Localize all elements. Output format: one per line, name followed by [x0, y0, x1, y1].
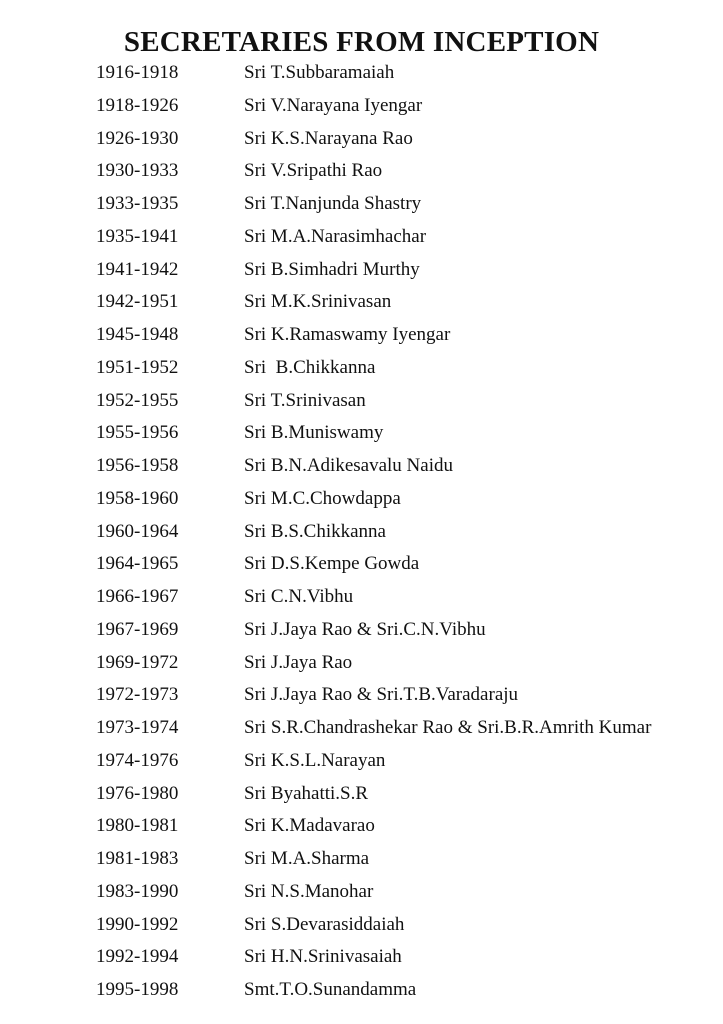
list-item: [0, 879, 723, 912]
list-item: [0, 453, 723, 486]
secretary-name: Sri B.Simhadri Murthy: [244, 258, 420, 280]
secretary-name: Sri S.Devarasiddaiah: [244, 913, 405, 935]
list-item: [0, 912, 723, 945]
term-period: 1980-1981: [96, 815, 179, 837]
term-period: 1952-1955: [96, 389, 179, 411]
secretary-name: Sri N.S.Manohar: [244, 880, 374, 902]
term-period: 1983-1990: [96, 880, 179, 902]
secretary-name: Sri Byahatti.S.R: [244, 782, 369, 804]
term-period: 1973-1974: [96, 717, 179, 738]
term-period: 1945-1948: [96, 324, 179, 345]
term-period: 1995-1998: [96, 979, 179, 1000]
list-item: [0, 781, 723, 814]
secretary-name: Sri V.Narayana Iyengar: [244, 94, 423, 116]
list-item: [0, 388, 723, 421]
secretary-name: Sri H.N.Srinivasaiah: [244, 946, 402, 968]
secretary-list: [0, 60, 723, 1010]
term-period: 1918-1926: [96, 94, 179, 116]
term-period: 1951-1952: [96, 356, 179, 378]
secretary-name: Sri B.S.Chikkanna: [244, 520, 386, 542]
term-period: 1990-1992: [96, 913, 179, 935]
list-item: [0, 224, 723, 257]
secretary-name: Sri M.C.Chowdappa: [244, 487, 401, 509]
secretary-name: Sri S.R.Chandrashekar Rao & Sri.B.R.Amrith Kumar: [244, 717, 652, 738]
list-item: [0, 584, 723, 617]
list-item: [0, 93, 723, 126]
list-item: [0, 355, 723, 388]
list-item: [0, 715, 723, 748]
list-item: [0, 551, 723, 584]
list-item: [0, 158, 723, 191]
secretary-name: Sri T.Subbaramaiah: [244, 62, 395, 83]
list-item: [0, 60, 723, 93]
secretary-name: Sri D.S.Kempe Gowda: [244, 553, 420, 575]
secretary-name: Sri C.N.Vibhu: [244, 586, 354, 607]
list-item: [0, 126, 723, 159]
secretary-name: Sri M.A.Sharma: [244, 848, 370, 869]
term-period: 1964-1965: [96, 553, 179, 575]
secretary-name: Sri J.Jaya Rao: [244, 651, 353, 673]
list-item: [0, 486, 723, 519]
secretary-name: Sri B.Chikkanna: [244, 356, 376, 378]
secretary-name: Sri J.Jaya Rao & Sri.C.N.Vibhu: [244, 618, 486, 640]
secretary-name: Sri T.Nanjunda Shastry: [244, 193, 422, 214]
secretary-name: Sri T.Srinivasan: [244, 389, 366, 411]
term-period: 1926-1930: [96, 127, 179, 149]
list-item: [0, 813, 723, 846]
list-item: [0, 748, 723, 781]
term-period: 1969-1972: [96, 651, 179, 673]
term-period: 1981-1983: [96, 848, 179, 869]
term-period: 1956-1958: [96, 455, 179, 476]
term-period: 1955-1956: [96, 422, 179, 444]
term-period: 1942-1951: [96, 291, 179, 313]
term-period: 1916-1918: [96, 62, 179, 83]
list-item: [0, 257, 723, 290]
list-item: [0, 944, 723, 977]
term-period: 1966-1967: [96, 586, 179, 607]
secretary-name: Sri K.S.Narayana Rao: [244, 127, 413, 149]
secretary-name: Sri V.Sripathi Rao: [244, 160, 383, 182]
secretary-name: Sri K.Ramaswamy Iyengar: [244, 324, 451, 345]
list-item: [0, 617, 723, 650]
secretary-name: Smt.T.O.Sunandamma: [244, 979, 417, 1000]
secretary-name: Sri K.S.L.Narayan: [244, 749, 386, 771]
secretary-name: Sri K.Madavarao: [244, 815, 375, 837]
list-item: [0, 289, 723, 322]
list-item: [0, 682, 723, 715]
term-period: 1967-1969: [96, 618, 179, 640]
list-item: [0, 977, 723, 1010]
term-period: 1958-1960: [96, 487, 179, 509]
list-item: [0, 650, 723, 683]
secretary-name: Sri B.Muniswamy: [244, 422, 384, 444]
secretary-name: Sri M.K.Srinivasan: [244, 291, 392, 313]
secretary-name: Sri M.A.Narasimhachar: [244, 225, 427, 247]
list-item: [0, 322, 723, 355]
page-title: SECRETARIES FROM INCEPTION: [123, 26, 600, 59]
term-period: 1976-1980: [96, 782, 179, 804]
list-item: [0, 846, 723, 879]
term-period: 1935-1941: [96, 225, 179, 247]
secretary-name: Sri J.Jaya Rao & Sri.T.B.Varadaraju: [244, 684, 519, 706]
term-period: 1992-1994: [96, 946, 179, 968]
term-period: 1941-1942: [96, 258, 179, 280]
secretary-name: Sri B.N.Adikesavalu Naidu: [244, 455, 453, 476]
list-item: [0, 519, 723, 552]
term-period: 1960-1964: [96, 520, 179, 542]
term-period: 1933-1935: [96, 193, 179, 214]
list-item: [0, 191, 723, 224]
term-period: 1974-1976: [96, 749, 179, 771]
term-period: 1930-1933: [96, 160, 179, 182]
term-period: 1972-1973: [96, 684, 179, 706]
list-item: [0, 420, 723, 453]
